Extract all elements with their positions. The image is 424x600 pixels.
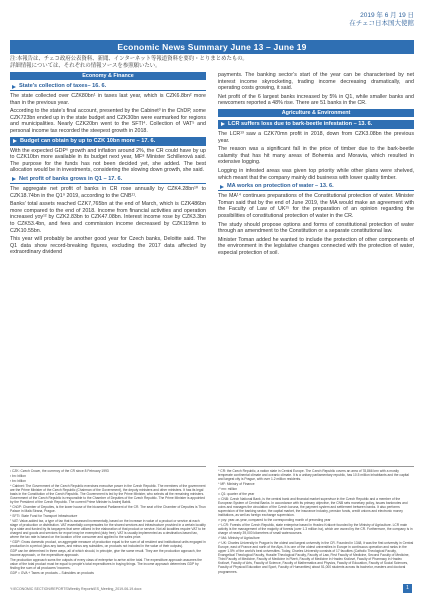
heading-text: Budget can obtain by up to CZK 10bn more – 17. 6.	[20, 137, 156, 144]
footnotes-right	[218, 466, 414, 574]
article-paragraph: payments. The banking sector’s start of the year can be characterised by net interest income skyrocketing, trading income decreasing dramatically, and operating costs growing, it said.	[218, 72, 414, 92]
footnote: ⁹ MF: Ministry of Finance	[218, 482, 255, 487]
article-paragraph: Net profit of the 6 largest banks increased by 5% in Q1, while smaller banks and newcomers reported a 48% rise. There are 51 banks in the CR.	[218, 93, 414, 107]
footnote: ² bn: billion	[10, 473, 26, 478]
footnote: GDP = GVA + Taxes on products – Subsidies on products	[10, 571, 94, 576]
footnote: ³ bn: billion	[10, 478, 26, 483]
heading-text: State’s collection of taxes– 16. 6.	[19, 83, 107, 89]
heading-text: Net profit of banks grows in Q1 – 17. 6.	[19, 175, 123, 182]
footnote: ¹⁵ MA: Ministry of Agriculture	[218, 535, 260, 540]
article-heading	[10, 83, 206, 91]
article-paragraph: The study should propose options and forms of constitutional protection of water through an amendment to the Constitution or a separate constitutional law.	[218, 221, 414, 235]
footnote: ⁷ VAT: Value-added tax, a type of tax that is assessed incrementally, based on the increase in value of a product or service at each stage of production or distribution. VAT essentially compensates for the shared services and infrastructure provided in a certain locality by a state and funded by its taxpayers that were utilized in the elaboration of that product or service. Not all localities require VAT to be charged and goods and services for export may be exempted (duty free). VAT is usually implemented as a destination-based tax, where the tax rate is based on the location of the consumer and applied to the sales price.	[10, 518, 206, 540]
intro-note	[10, 56, 260, 70]
article-paragraph: Minister Toman added he wanted to include the protection of other components of the environment in the legislative changes connected with the protection of water, especial protection of soil.	[218, 236, 414, 256]
heading-text: MA works on protection of water – 13. 6.	[227, 183, 334, 190]
footnote: ¹⁴ LCR: Forests of the Czech Republic, state enterprise based in Hradec Králové founded by the Ministry of Agriculture. LCR main activity is the management of the majority of forests (over 1.3 million ha), which are owned by the CR. Furthermore, the company is in charge of nearly 39,000 kilometres of small watercourses.	[218, 522, 413, 536]
report-date: 2019 年 6 月 19 日	[360, 12, 414, 19]
footnote: ⁶ SFTI: State Fund for Transport Infrastructure	[10, 513, 78, 518]
organization: 在チェコ日本国大使館	[349, 20, 414, 27]
footnote: ⁴ Cabinet: The Government of the Czech Republic exercises executive power in the Czech Republic. The members of the government are the Prime Minister of the Czech Republic (Chairman of the Government), the deputy ministers and other ministers. It has its legal basis in the Constitution of the Czech Republic. The Government is led by the Prime Minister, who selects all the remaining ministers. Government of the Czech Republic is responsible to the Chamber of Deputies of the Czech Republic. The Prime Minister is appointed by the President of the Czech Republic. The current Prime Minister is Andrej Babiš.	[10, 483, 206, 505]
article-paragraph: The MA¹⁴ continues preparations of the Constitutional protection of water. Minister Toman said that by the end of June 2019, the MA would make an agreement with the Faculty of Law of UK¹⁵ for the preparation of an opinion regarding the possibilities of constitutional protection of water in the CR.	[218, 193, 414, 219]
footnote: ¹² CNB: Czech National Bank, is the central bank and financial market supervisor in the Czech Republic and a member of the European System of Central Banks. In accordance with its primary objective, the CNB sets monetary policy, issues banknotes and coins and manages the circulation of the Czech koruna, the payment system and settlement between banks. It also performs supervision of the banking sector, the capital market, the insurance industry, pension funds, credit unions and electronic money institutions, as well as foreign exchange supervision.	[218, 496, 408, 518]
arrow-icon	[13, 139, 17, 143]
article-paragraph: Logging in infested areas was given top priority while other plans were shelved, which meant that the company mainly did business with lower quality timber.	[218, 167, 414, 181]
heading-text: LCR suffers loss due to bark-beetle infestation – 13. 6.	[228, 120, 373, 127]
arrow-icon	[12, 177, 16, 181]
footnote: ¹³ yoy: year-on-year, compared to the corresponding month of preceding year	[218, 518, 331, 523]
footnotes-left	[10, 466, 206, 576]
footnote: ⁸ GDP: Gross domestic product, an aggregate measure of production equal to the sum of all resident and institutional units engaged in production in a period (plus any taxes, and minus any subsidies, on products not included in the value of their outputs).	[10, 540, 206, 549]
article-heading	[218, 183, 414, 191]
article-paragraph: According to the state’s final account, presented by the Cabinet³ in the ChDP, some CZK723bn ended up in the state budget and CZK30bn were earmarked for regions and municipalities. Nearly CZK20bn went to the SFTI⁴. Collection of VAT⁵ and personal income tax recorded the steepest growth in 2018.	[10, 108, 206, 134]
footnote: ¹ CZK: Czech Crown, the currency of the CR since 8 February 1993	[10, 469, 109, 473]
article-paragraph: The LCR¹³ saw a CZK70mn profit in 2018, down from CZK3.08bn the previous year.	[218, 130, 414, 144]
article-paragraph: The reason was a significant fall in the price of timber due to the bark-beetle calamity that has hit many areas of Bohemia and Moravia, which resulted in extensive logging.	[218, 146, 414, 166]
article-paragraph: Banks’ total assets reached CZK7,765bn at the end of March, which is CZK486bn more compared to the end of 2018. Income from financial activities and operation increased yoy¹² by CZK2.83bn to CZK47.08bn. Interest income rose by CZK3.3bn to CZK53.4bn, and fees and commission income decreased by CZK119mn to CZK10.55bn.	[10, 201, 206, 234]
article-heading	[10, 176, 206, 184]
intro-line-1: 注:本報告は、チェコ政府公表資料、新聞、インターネット等報道資料を要約・とりまとめたもの。	[10, 56, 248, 62]
footnote: ⁵ ChDP: Chamber of Deputies, is the lower house of the bicameral Parliament of the CR. The seat of the Chamber of Deputies is Thun Palace in Malá Strana, Prague.	[10, 504, 206, 514]
article-heading	[218, 120, 414, 129]
article-heading	[10, 137, 206, 146]
footnote: GDP can be determined in three ways, all of which should, in principle, give the same result. They are the production approach, the income approach, or the expenditure approach.	[10, 549, 202, 558]
footnote: The production approach sums the outputs of every class of enterprise to arrive at the total. The expenditure approach assumes the value of the total product must be equal to people’s total expenditures in buying things. The income approach determines GDP by finding the sum of all producers’ incomes.	[10, 558, 203, 571]
date-block	[349, 12, 414, 28]
footnote: ⁸ CR: the Czech Republic, a nation state in Central Europe. The Czech Republic covers an area of 78,866 km² with a mostly temperate continental climate and oceanic climate. It is a unitary parliamentary republic, has 10.5 million inhabitants and the capital and largest city is Prague, with over 1.2 million residents.	[218, 469, 409, 482]
file-path: Y:\ECONOMIC SECTION\REPORTS\Weekly Reports\ES_Meeting_2019-06-19.docx	[10, 587, 142, 591]
footnote: ¹⁶ UK: Charles University in Prague is the oldest and largest university in the CR. Founded in 1348, it was the first university in Central Europe, east of France and north of the Alps. It is one of the oldest universities in Europe in continuous operation and ranks in the upper 1.5% of the world’s best universities. Today, Charles University consists of 17 faculties (Catholic Theological Faculty, Evangelical Theological Faculty, Hussite Theological Faculty, Faculty of Law, First Faculty of Medicine, Second Faculty of Medicine, Third Faculty of Medicine, Faculty of Medicine in Plzeň, Faculty of Medicine in Hradec Králové, Faculty of Pharmacy in Hradec Králové, Faculty of Arts, Faculty of Science, Faculty of Mathematics and Physics, Faculty of Education, Faculty of Social Sciences, Faculty of Physical Education and Sport, Faculty of Humanities) about 51,000 students across its bachelor, masters and doctoral programmes.	[218, 540, 414, 574]
document-title: Economic News Summary June 13 – June 19	[10, 40, 414, 54]
footnote: ¹⁰ mn: million	[218, 486, 238, 491]
intro-line-2: 詳細情報については、それぞれの情報ソースを参照願いたい。	[10, 63, 161, 69]
article-paragraph: With the expected GDP⁶ growth and inflation around 2%, the CR could have by up to CZK10bn more available in its budget next year, MF⁸ Minister Schillerová said. The purpose for the funds has not been decided yet, she added. The best allocation would be in investments, considering the slowing down growth, she said.	[10, 147, 206, 174]
arrow-icon	[220, 185, 224, 189]
arrow-icon	[12, 85, 16, 89]
page-number: 1	[403, 584, 412, 593]
section-agriculture-environment: Agriculture & Environment	[218, 109, 414, 117]
section-economy-finance: Economy & Finance	[10, 72, 206, 80]
article-paragraph: This year will probably be another good year for Czech banks, Deloitte said. The Q1 data show record-breaking figures, excluding the 2017 data affected by extraordinary dividend	[10, 236, 206, 256]
footnote: ¹¹ Q1: quarter of the year	[218, 491, 255, 496]
right-column	[218, 72, 414, 258]
arrow-icon	[221, 122, 225, 126]
left-column	[10, 72, 206, 258]
article-paragraph: The aggregate net profit of banks in CR rose annually by CZK4.28bn¹⁰ to CZK18.74bn in the Q1⁹ 2019, according to the CNB¹¹.	[10, 185, 206, 199]
article-paragraph: The state collected over CZK80bn¹ in taxes last year, which is CZK6.8bn² more than in the previous year.	[10, 93, 206, 106]
